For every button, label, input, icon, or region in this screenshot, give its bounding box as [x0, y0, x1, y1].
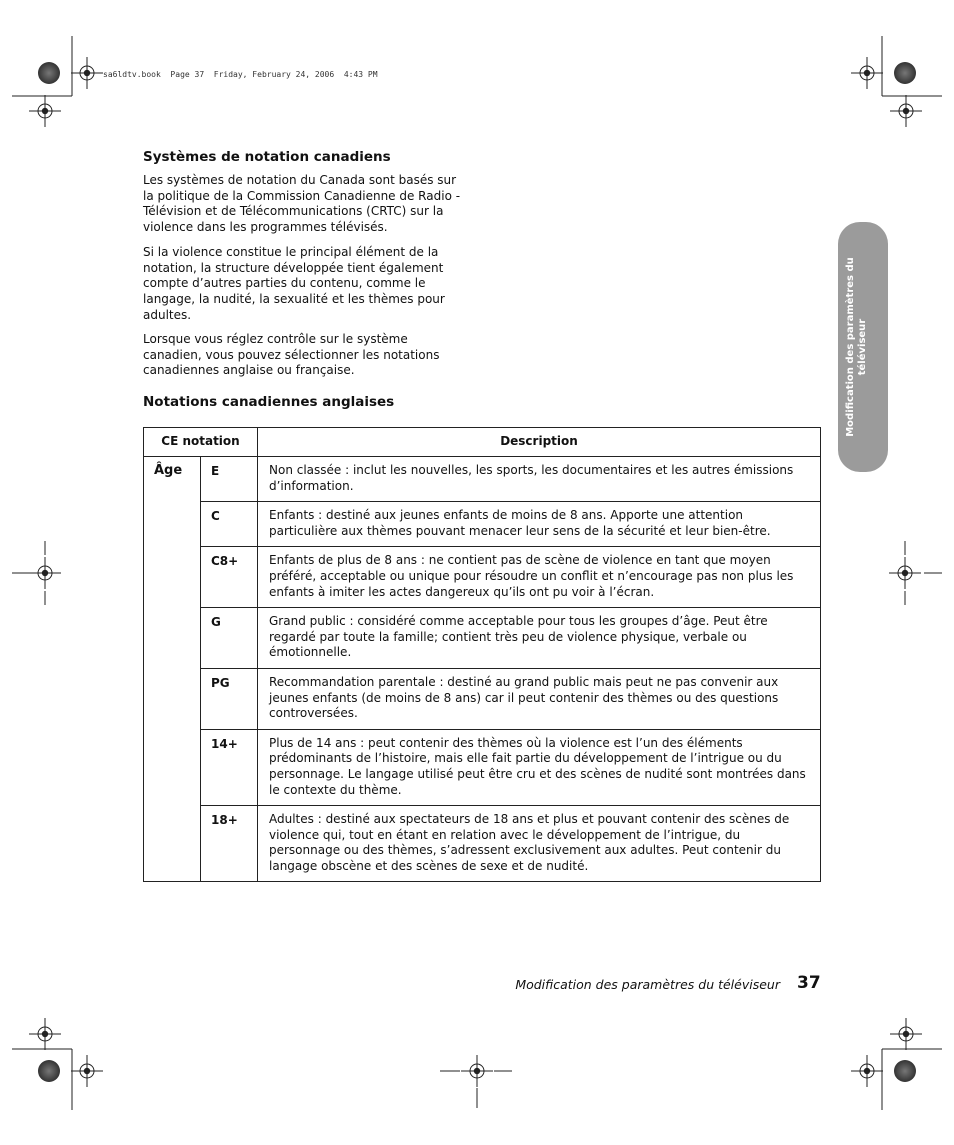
rating-description: Recommandation parentale : destiné au grand public mais peut ne pas convenir aux jeunes enfants (de moins de 8 ans) car il peut contenir des thèmes ou des questions controversées.: [258, 668, 821, 729]
ratings-table: [143, 427, 821, 882]
category-age: Âge: [144, 457, 201, 882]
paragraph-3: Lorsque vous réglez contrôle sur le système canadien, vous pouvez sélectionner les notations canadiennes anglaise ou française.: [143, 332, 440, 378]
rating-description: Grand public : considéré comme acceptable pour tous les groupes d’âge. Peut être regardé par toute la famille; contient très peu de violence physique, verbale ou émotionnelle.: [258, 608, 821, 669]
table-row: [144, 608, 821, 669]
rating-code: C: [201, 502, 258, 547]
rating-code: 14+: [201, 729, 258, 805]
rating-description: Adultes : destiné aux spectateurs de 18 ans et plus et pouvant contenir des scènes de violence qui, tout en étant en relation avec le développement de l’intrigue, du personnage ou des thèmes, s’adressent exclusivement aux adultes. Peut contenir du langage obscène et des scènes de sexe et de nudité.: [258, 806, 821, 882]
rating-description: Enfants de plus de 8 ans : ne contient pas de scène de violence en tant que moyen préféré, acceptable ou unique pour résoudre un conflit et n’encourage pas non plus les enfants à imiter les actes dangereux qu’ils ont pu voir à l’écran.: [258, 547, 821, 608]
header-description: Description: [258, 428, 821, 457]
paragraph-2: Si la violence constitue le principal élément de la notation, la structure développée tient également compte d’autres parties du contenu, comme le langage, la nudité, la sexualité et les thèmes pour adultes.: [143, 245, 445, 322]
table-row: [144, 806, 821, 882]
rating-code: G: [201, 608, 258, 669]
chapter-side-tab-label: [845, 217, 881, 477]
rating-description: Enfants : destiné aux jeunes enfants de moins de 8 ans. Apporte une attention particulière aux thèmes pouvant menacer leur sens de la sécurité et leur bien-être.: [258, 502, 821, 547]
section-heading-canadian-ratings: Systèmes de notation canadiens: [143, 149, 391, 165]
side-tab-line-1: Modification des paramètres du: [845, 257, 856, 437]
table-header-row: [144, 428, 821, 457]
side-tab-line-2: téléviseur: [857, 318, 868, 376]
rating-code: C8+: [201, 547, 258, 608]
rating-code: E: [201, 457, 258, 502]
rating-description: Plus de 14 ans : peut contenir des thèmes où la violence est l’un des éléments prédominants de l’histoire, mais elle fait partie du développement de l’intrigue ou du personnage. Le langage utilisé peut être cru et des scènes de nudité sont montrées dans le contexte du thème.: [258, 729, 821, 805]
footer-chapter-title: Modification des paramètres du téléviseur: [515, 977, 780, 992]
table-row: [144, 729, 821, 805]
page-number: 37: [797, 973, 821, 993]
header-ce-notation: CE notation: [144, 428, 258, 457]
rating-description: Non classée : inclut les nouvelles, les sports, les documentaires et les autres émissions d’information.: [258, 457, 821, 502]
paragraph-1: Les systèmes de notation du Canada sont basés sur la politique de la Commission Canadienne de Radio - Télévision et de Télécommunications (CRTC) sur la violence dans les programmes télévisés.: [143, 173, 461, 235]
section-heading-english-ratings: Notations canadiennes anglaises: [143, 394, 395, 410]
table-row: [144, 457, 821, 502]
rating-code: PG: [201, 668, 258, 729]
table-row: [144, 547, 821, 608]
table-row: [144, 668, 821, 729]
rating-code: 18+: [201, 806, 258, 882]
table-row: [144, 502, 821, 547]
print-header-meta: sa6ldtv.book Page 37 Friday, February 24, 2006 4:43 PM: [103, 70, 378, 79]
